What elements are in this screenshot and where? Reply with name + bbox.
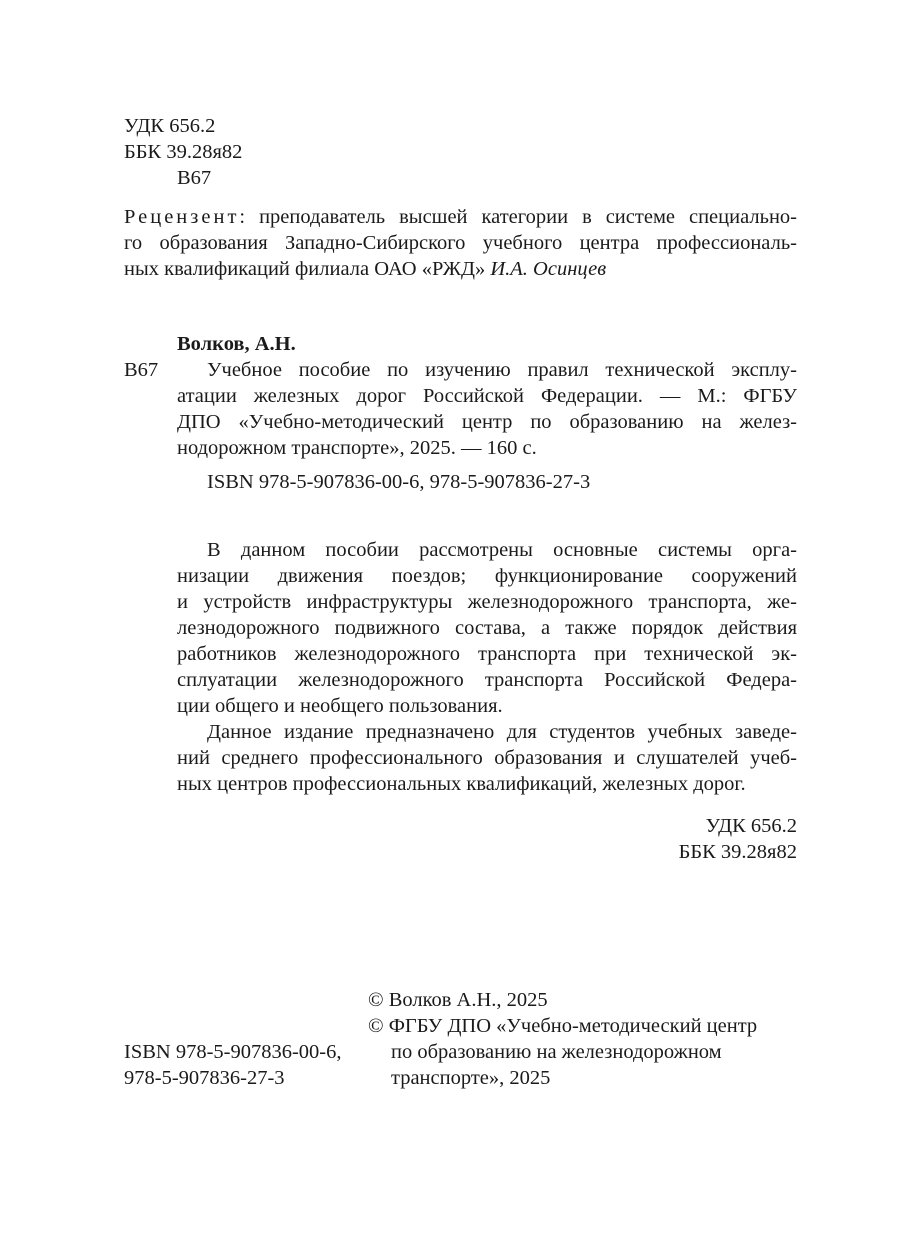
catalog-isbn: ISBN 978-5-907836-00-6, 978-5-907836-27-3 xyxy=(207,471,591,493)
catalog-desc-line-3: ДПО «Учебно-методический центр по образованию на желез- xyxy=(177,411,797,433)
annotation-p1-line: и устройств инфраструктуры железнодорожного транспорта, же- xyxy=(177,591,797,613)
reviewer-name: И.А. Осинцев xyxy=(490,258,607,280)
copyright-publisher-line-2: по образованию на железнодорожном xyxy=(391,1041,722,1063)
annotation-p1-line: работников железнодорожного транспорта при технической эк- xyxy=(177,643,797,665)
annotation-p2-line: Данное издание предназначено для студентов учебных заведе- xyxy=(207,721,797,743)
catalog-author: Волков, А.Н. xyxy=(177,333,296,355)
annotation-p2-line: ний среднего профессионального образования и слушателей учеб- xyxy=(177,747,797,769)
copyright-isbn-line-1: ISBN 978-5-907836-00-6, xyxy=(124,1041,342,1063)
reviewer-label: Рецензент xyxy=(124,206,240,228)
copyright-isbn-line-2: 978-5-907836-27-3 xyxy=(124,1067,285,1089)
reviewer-line-3 xyxy=(124,256,606,282)
catalog-mark: В67 xyxy=(124,359,159,381)
copyright-publisher-line-1: © ФГБУ ДПО «Учебно-методический центр xyxy=(368,1015,758,1037)
annotation-p1-line: сплуатации железнодорожного транспорта Российской Федера- xyxy=(177,669,797,691)
bottom-bbk-code: ББК 39.28я82 xyxy=(678,841,797,863)
reviewer-line-3-text: ных квалификаций филиала ОАО «РЖД» xyxy=(124,258,491,280)
reviewer-line-2: го образования Западно-Сибирского учебного центра профессиональ- xyxy=(124,232,797,254)
annotation-p2-line: ных центров профессиональных квалификаций, железных дорог. xyxy=(177,773,746,795)
copyright-author: © Волков А.Н., 2025 xyxy=(368,989,548,1011)
copyright-publisher-line-3: транспорте», 2025 xyxy=(391,1067,551,1089)
catalog-desc-line-2: атации железных дорог Российской Федерации. — М.: ФГБУ xyxy=(177,385,797,407)
bbk-code: ББК 39.28я82 xyxy=(124,141,243,163)
reviewer-line-1-text: : преподаватель высшей категории в системе специально- xyxy=(239,206,797,228)
annotation-p1-line: лезнодорожного подвижного состава, а также порядок действия xyxy=(177,617,797,639)
annotation-p1-line: низации движения поездов; функционирование сооружений xyxy=(177,565,797,587)
annotation-p1-line: В данном пособии рассмотрены основные системы орга- xyxy=(207,539,797,561)
author-mark: В67 xyxy=(177,167,212,189)
bottom-udk-code: УДК 656.2 xyxy=(705,815,797,837)
catalog-desc-line-1: Учебное пособие по изучению правил технической эксплу- xyxy=(207,359,797,381)
udk-code: УДК 656.2 xyxy=(124,115,216,137)
reviewer-line-1 xyxy=(124,204,797,230)
annotation-p1-line: ции общего и необщего пользования. xyxy=(177,695,503,717)
catalog-desc-line-4: нодорожном транспорте», 2025. — 160 с. xyxy=(177,437,537,459)
